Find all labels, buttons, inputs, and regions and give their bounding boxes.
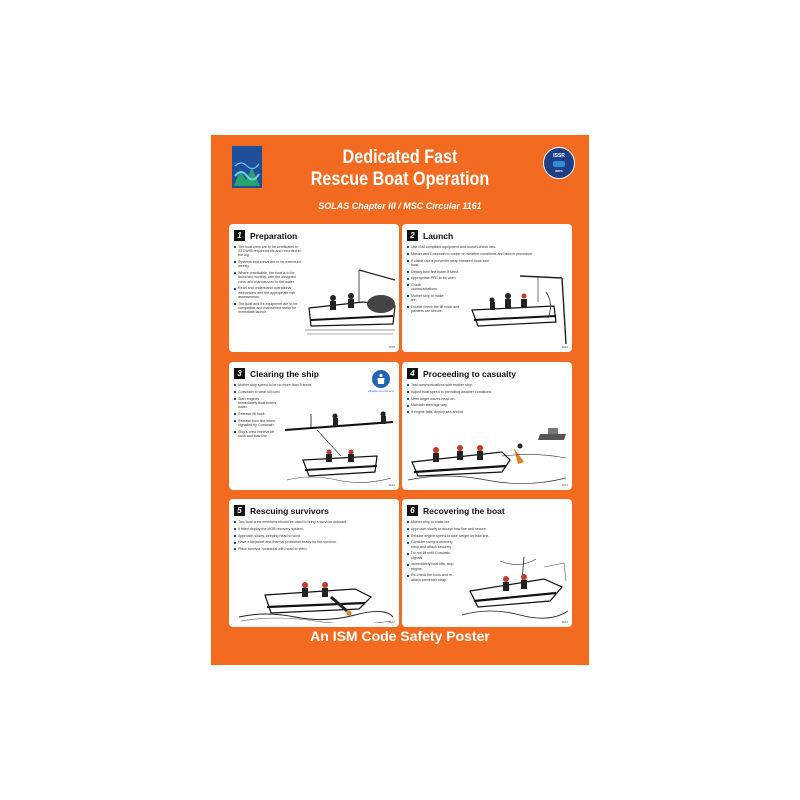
- bullet-item: If viable use a preventer strap between hook and boat.: [407, 259, 493, 267]
- survivor-recovery-illustration: [235, 567, 395, 623]
- boat-leaving-ship-illustration: [281, 408, 397, 486]
- bullet-list: [234, 245, 304, 317]
- bullet-item: Do not lift until Coxswain signals.: [407, 551, 459, 559]
- bullet-item: Ship's crew retrieve lift hook and bow line.: [234, 430, 278, 438]
- step-number: 3: [234, 368, 245, 379]
- panel-title: Preparation: [250, 230, 298, 241]
- poster-subtitle: SOLAS Chapter III / MSC Circular 1161: [318, 201, 482, 211]
- bullet-item: Check communications.: [407, 283, 447, 291]
- poster-title: [239, 147, 560, 191]
- bullet-item: Consider using a recovery strop and attach securely.: [407, 540, 459, 548]
- bullet-item: Adjust boat speed to prevailing weather conditions.: [407, 390, 567, 394]
- bullet-item: Approach slowly to accept bow line and secure.: [407, 527, 567, 531]
- bullet-item: Place survivor horizontal with head to stern.: [234, 547, 394, 551]
- panel-title: Proceeding to casualty: [423, 368, 517, 379]
- bullet-item: Master and Coxswain to confer on weather conditions and launch procedure.: [407, 252, 567, 256]
- bullet-item: Immediately boat lifts, stop engine.: [407, 562, 459, 570]
- image-code: 4641: [388, 483, 395, 487]
- bullet-item: Re-check the hook and re-attach preventer strap.: [407, 573, 459, 581]
- panel-title: Clearing the ship: [250, 368, 319, 379]
- boat-launch-illustration: [468, 274, 570, 348]
- bullet-item: Test communications with mother ship.: [407, 383, 567, 387]
- panel-rescuing-survivors: [229, 499, 399, 627]
- step-number: 4: [407, 368, 418, 379]
- image-code: 4642: [561, 620, 568, 624]
- bullet-item: The boat and it's equipment are to be compatible and maintained ready for immediate launch.: [234, 302, 304, 315]
- lifejacket-mandatory-icon: [372, 370, 390, 388]
- bullet-item: Deploy bow line boom if fitted.: [407, 270, 493, 274]
- panel-preparation: [229, 224, 399, 352]
- title-line-2: Rescue Boat Operation: [310, 169, 490, 190]
- bullet-item: Meet larger waves head on.: [407, 397, 567, 401]
- bullet-item: Double check the lift hook and painters are secure.: [407, 305, 469, 313]
- bullet-item: Read and understand operational instructions and the appropriate risk assessments.: [234, 286, 304, 299]
- bullet-item: Mother ship to make lee.: [407, 520, 567, 524]
- panel-header: [234, 505, 329, 516]
- bullet-item: Start engines immediately boat enters water.: [234, 397, 278, 410]
- bullet-item: Appropriate PPE to be worn.: [407, 276, 493, 280]
- boat-recovery-illustration: [460, 557, 570, 623]
- bullet-list: [234, 520, 394, 554]
- bullet-item: Two boat crew members should be used to bring a survivor onboard.: [234, 520, 394, 524]
- image-code: 4640: [561, 345, 568, 349]
- title-line-1: Dedicated Fast: [342, 147, 458, 168]
- panel-header: [407, 505, 505, 516]
- bullet-item: Systems and crews are to be exercised weekly.: [234, 260, 304, 268]
- bullet-item: Coxswain to wear kill cord.: [234, 390, 364, 394]
- panel-title: Rescuing survivors: [250, 505, 329, 516]
- poster-footer: An ISM Code Safety Poster: [310, 628, 490, 644]
- panel-title: Recovering the boat: [423, 505, 505, 516]
- bullet-item: If engine fails, deploy sea anchor.: [407, 410, 567, 414]
- lifejacket-caption: Lifejacket must be worn: [367, 390, 395, 393]
- step-number: 6: [407, 505, 418, 516]
- bullet-list: [407, 383, 567, 417]
- boat-at-speed-illustration: [406, 422, 568, 486]
- issr-badge-label: ISSR: [553, 153, 565, 159]
- safety-poster: [211, 135, 589, 665]
- bullet-item: Mother ship speed to be no more than 5 knots.: [234, 383, 364, 387]
- image-code: 4641: [561, 483, 568, 487]
- image-code: 4640: [388, 345, 395, 349]
- panel-header: [234, 230, 297, 241]
- bullet-item: Reduce engine speed to take weight on bow line.: [407, 534, 567, 538]
- panel-clearing-the-ship: [229, 362, 399, 490]
- panel-recovering-the-boat: [402, 499, 572, 627]
- bullet-item: Release lift hook.: [234, 412, 278, 416]
- step-number: 5: [234, 505, 245, 516]
- bullet-item: Maintain steerage way.: [407, 403, 567, 407]
- impa-label: IMPA: [554, 169, 564, 173]
- bullet-item: If fitted deploy the MOB recovery system.: [234, 527, 394, 531]
- bullet-item: Where practicable, the boat is to be launched monthly, with the assigned crew, and manoeuvred in the water.: [234, 271, 304, 284]
- bullet-item: Mother ship to make lee.: [407, 294, 447, 302]
- panel-header: [234, 368, 319, 379]
- panel-title: Launch: [423, 230, 454, 241]
- step-number: 1: [234, 230, 245, 241]
- bullet-item: Have a lifejacket and thermal protection ready for the survivor.: [234, 540, 394, 544]
- step-number: 2: [407, 230, 418, 241]
- bullet-item: Release bow line when signalled by Coxswain.: [234, 419, 278, 427]
- panel-launch: [402, 224, 572, 352]
- boat-on-davit-illustration: [303, 268, 397, 344]
- panel-header: [407, 230, 453, 241]
- bullet-item: The boat crew are to be certificated to STCW95 requirements and recorded in the log.: [234, 245, 304, 258]
- bullet-item: Approach slowly, keeping head to wind.: [234, 534, 394, 538]
- panel-header: [407, 368, 516, 379]
- image-code: 4642: [388, 620, 395, 624]
- panel-proceeding-to-casualty: [402, 362, 572, 490]
- bullet-item: Use ISM compliant equipment and launch-check lists.: [407, 245, 567, 249]
